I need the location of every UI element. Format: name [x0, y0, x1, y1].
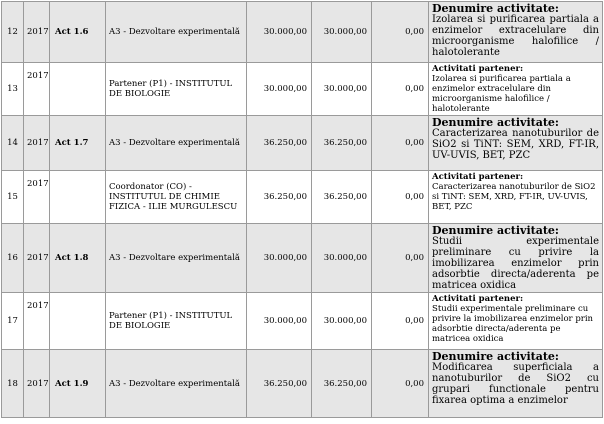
row-year: 2017 [24, 224, 50, 293]
row-value-1: 36.250,00 [247, 350, 312, 418]
row-value-2: 36.250,00 [312, 350, 372, 418]
row-number: 18 [2, 350, 24, 418]
row-value-3: 0,00 [372, 293, 429, 350]
description-title: Activitati partener: [432, 294, 524, 304]
table-row [2, 116, 603, 171]
row-value-1: 36.250,00 [247, 171, 312, 224]
row-value-1: 36.250,00 [247, 116, 312, 171]
row-description [429, 293, 603, 350]
table-row [2, 293, 603, 350]
row-value-3: 0,00 [372, 116, 429, 171]
row-number: 12 [2, 2, 24, 63]
description-text: Caracterizarea nanotuburilor de SiO2 si TiNT: SEM, XRD, FT-IR, UV-UVIS, BET, PZC [432, 182, 596, 212]
description-title: Activitati partener: [432, 172, 524, 182]
row-value-3: 0,00 [372, 2, 429, 63]
description-text: Izolarea si purificarea partiala a enzimelor extracelulare din microorganisme halofilice / halotolerante [432, 14, 599, 58]
table-row [2, 2, 603, 63]
description-title: Denumire activitate: [432, 350, 559, 363]
row-number: 13 [2, 63, 24, 116]
table-row [2, 171, 603, 224]
row-category: Partener (P1) - INSTITUTUL DE BIOLOGIE [106, 63, 247, 116]
row-year: 2017 [24, 2, 50, 63]
activities-table [1, 1, 603, 418]
row-description [429, 63, 603, 116]
row-value-1: 30.000,00 [247, 2, 312, 63]
description-text: Modificarea superficiala a nanotuburilor de SiO2 cu grupari functionale pentru fixarea optima a enzimelor [432, 362, 599, 406]
row-year: 2017 [24, 293, 50, 350]
row-activity-code [50, 63, 106, 116]
row-category: Partener (P1) - INSTITUTUL DE BIOLOGIE [106, 293, 247, 350]
table-row [2, 350, 603, 418]
row-year: 2017 [24, 63, 50, 116]
row-activity-code: Act 1.9 [50, 350, 106, 418]
description-title: Denumire activitate: [432, 224, 559, 237]
description-title: Activitati partener: [432, 64, 524, 74]
row-value-3: 0,00 [372, 224, 429, 293]
row-number: 15 [2, 171, 24, 224]
row-activity-code [50, 293, 106, 350]
row-activity-code: Act 1.6 [50, 2, 106, 63]
row-category: A3 - Dezvoltare experimentală [106, 350, 247, 418]
row-value-2: 30.000,00 [312, 63, 372, 116]
table-row [2, 224, 603, 293]
row-value-3: 0,00 [372, 63, 429, 116]
row-description [429, 350, 603, 418]
description-text: Izolarea si purificarea partiala a enzimelor extracelulare din microorganisme halofilice / halotolerante [432, 74, 571, 114]
row-value-2: 36.250,00 [312, 171, 372, 224]
row-category: A3 - Dezvoltare experimentală [106, 116, 247, 171]
row-value-1: 30.000,00 [247, 63, 312, 116]
table-row [2, 63, 603, 116]
description-title: Denumire activitate: [432, 116, 559, 129]
row-activity-code [50, 171, 106, 224]
description-title: Denumire activitate: [432, 2, 559, 15]
row-year: 2017 [24, 171, 50, 224]
row-category: A3 - Dezvoltare experimentală [106, 224, 247, 293]
row-number: 14 [2, 116, 24, 171]
row-value-2: 30.000,00 [312, 293, 372, 350]
row-number: 17 [2, 293, 24, 350]
row-category: A3 - Dezvoltare experimentală [106, 2, 247, 63]
description-text: Studii experimentale preliminare cu privire la imobilizarea enzimelor prin adsorbtie directa/aderenta pe matricea oxidica [432, 304, 594, 344]
row-year: 2017 [24, 116, 50, 171]
row-number: 16 [2, 224, 24, 293]
row-value-2: 30.000,00 [312, 224, 372, 293]
description-text: Studii experimentale preliminare cu privire la imobilizarea enzimelor prin adsorbtie directa/aderenta pe matricea oxidica [432, 236, 599, 291]
row-value-3: 0,00 [372, 171, 429, 224]
description-text: Caracterizarea nanotuburilor de SiO2 si TiNT: SEM, XRD, FT-IR, UV-UVIS, BET, PZC [432, 128, 599, 161]
row-value-3: 0,00 [372, 350, 429, 418]
row-value-2: 36.250,00 [312, 116, 372, 171]
row-category: Coordonator (CO) - INSTITUTUL DE CHIMIE FIZICA - ILIE MURGULESCU [106, 171, 247, 224]
row-value-2: 30.000,00 [312, 2, 372, 63]
row-activity-code: Act 1.8 [50, 224, 106, 293]
row-description [429, 116, 603, 171]
row-description [429, 2, 603, 63]
row-year: 2017 [24, 350, 50, 418]
row-activity-code: Act 1.7 [50, 116, 106, 171]
row-description [429, 171, 603, 224]
row-description [429, 224, 603, 293]
row-value-1: 30.000,00 [247, 293, 312, 350]
row-value-1: 30.000,00 [247, 224, 312, 293]
